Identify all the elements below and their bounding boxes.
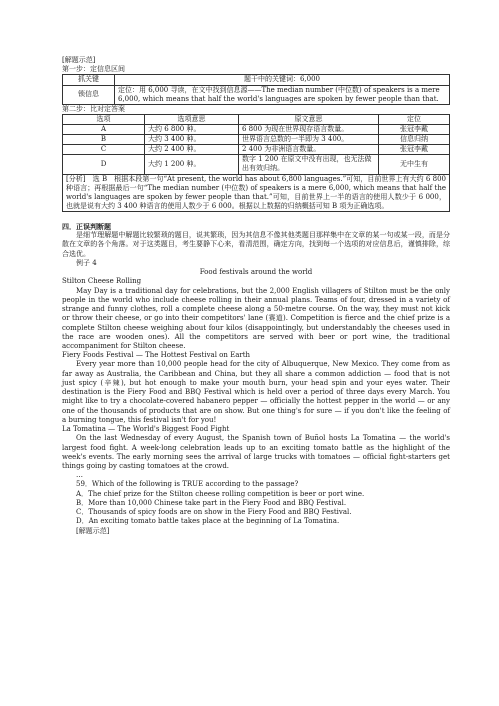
keyword-cell-value: 题干中的关键词：6,000: [115, 75, 450, 85]
question-option-d: D．An exciting tomato battle takes place at the beginning of La Tomatina.: [76, 517, 340, 526]
step2-heading: 第二步：比对定答案: [62, 104, 125, 113]
options-header-meaning: 选项意思: [145, 114, 239, 124]
page: [62, 56, 450, 536]
option-original: 数字 1 200 在原文中没有出现，也无法做出有效归纳。: [239, 155, 379, 174]
section4-intro: 是细节理解题中解题比较繁琐的题目，说其繁琐，因为其信息不像其他类题目那样集中在文章的某一句或某一段，而是分散在文章的各个角落。对于这类题目，考生要静下心来，看清范围，确定方向，找到每一个选项的对应信息后，谨慎排除，综合选优。: [62, 231, 450, 258]
option-locate: 张冠李戴: [379, 145, 450, 155]
option-meaning: 大约 6 800 种。: [145, 125, 239, 135]
keyword-table: [62, 74, 450, 104]
passage-subtitle-stilton: Stilton Cheese Rolling: [62, 277, 142, 286]
example-label-top: [解题示范]: [62, 56, 96, 64]
option-meaning: 大约 3 400 种。: [145, 135, 239, 145]
options-header-original: 原文意思: [239, 114, 379, 124]
example-label-bottom: [解题示范]: [76, 526, 110, 535]
passage-title: Food festivals around the world: [199, 268, 313, 277]
option-locate: 无中生有: [379, 155, 450, 174]
question-option-b: B．More than 10,000 Chinese take part in the Fiery Food and BBQ Festival.: [76, 498, 347, 507]
passage-subtitle-tomatina: La Tomatina — The World's Biggest Food Fight: [62, 425, 230, 434]
locate-cell-label: 锁信息: [63, 85, 115, 104]
options-header-option: 选项: [63, 114, 145, 124]
option-original: 6 800 为现在世界现存语言数量。: [239, 125, 379, 135]
options-row-b: [63, 135, 450, 145]
options-row-a: [63, 125, 450, 135]
options-row-c: [63, 145, 450, 155]
analysis-cell: [分析] 选 B 根据本段第一句“At present, the world has about 6,800 languages.”可知，目前世界上有大约 6 800 种语言；再根据最后一句“The median number (中位数) of speakers is a mere 6,000, which means that half the world's languages are spoken by fewer people than that.”可知，目前世界上一半的语言的使用人数少于 6 000，也就是说有大约 3 400 种语言的使用人数少于 6 000。根据以上数据的归纳概括可知 B 项为正确选项。: [63, 174, 450, 211]
section4-heading: 四．正误判断题: [62, 221, 111, 231]
option-letter: C: [63, 145, 145, 155]
passage-ellipsis: …: [76, 471, 83, 480]
option-letter: B: [63, 135, 145, 145]
option-letter: D: [63, 155, 145, 174]
option-letter: A: [63, 125, 145, 135]
option-meaning: 大约 2 400 种。: [145, 145, 239, 155]
option-locate: 信息归纳: [379, 135, 450, 145]
question-option-c: C．Thousands of spicy foods are on show in the Fiery Food and BBQ Festival.: [76, 508, 352, 517]
step1-heading: 第一步：定信息区间: [62, 65, 125, 74]
options-row-d: [63, 155, 450, 174]
question-stem: 59．Which of the following is TRUE according to the passage?: [76, 480, 299, 489]
passage-paragraph-2: Every year more than 10,000 people head for the city of Albuquerque, New Mexico. They come from as far away as Australia, the Caribbean and China, but they all share a common addiction — food that is not just spicy (辛辣), but hot enough to make your mouth burn, your head spin and your eyes water. Their destination is the Fiery Food and BBQ Festival which is held over a period of three days every March. You might like to try a chocolate-covered habanero pepper — officially the hottest pepper in the world — or any one of the thousands of products that are on show. But one thing's for sure — if you don't like the feeling of a burning tongue, this festival isn't for you!: [62, 360, 450, 424]
option-locate: 张冠李戴: [379, 125, 450, 135]
option-meaning: 大约 1 200 种。: [145, 155, 239, 174]
passage-paragraph-3: On the last Wednesday of every August, the Spanish town of Buñol hosts La Tomatina — the world's largest food fight. A week-long celebration leads up to an exciting tomato battle as the highlight of the week's events. The early morning sees the arrival of large trucks with tomatoes — official fight-starters get things going by casting tomatoes at the crowd.: [62, 434, 450, 471]
options-header-locate: 定位: [379, 114, 450, 124]
options-table: [62, 114, 450, 212]
locate-cell-text: 定位：用 6,000 寻读，在文中找到信息源——The median number (中位数) of speakers is a mere 6,000, which means that half the world's languages are spoken by fewer people than that.: [115, 85, 450, 104]
passage-paragraph-1: May Day is a traditional day for celebrations, but the 2,000 English villagers of Stilton must be the only people in the world who include cheese rolling in their annual plans. Teams of four, dressed in a variety of strange and funny clothes, roll a complete cheese along a 50-metre course. On the way, they must not kick or throw their cheese, or go into their competitors' lane (赛道). Competition is fierce and the chief prize is a complete Stilton cheese weighing about four kilos (disappointingly, but understandably the cheeses used in the race are wooden ones). All the competitors are served with beer or port wine, the traditional accompaniment for Stilton cheese.: [62, 286, 450, 350]
keyword-cell-label: 抓关键: [63, 75, 115, 85]
option-original: 2 400 为非洲语言数量。: [239, 145, 379, 155]
question-option-a: A．The chief prize for the Stilton cheese rolling competition is beer or port wine.: [76, 489, 365, 498]
example-4-label: 例子 4: [76, 258, 97, 267]
passage-subtitle-fiery: Fiery Foods Festival — The Hottest Festival on Earth: [62, 351, 251, 360]
option-original: 世界语言总数的一半即为 3 400。: [239, 135, 379, 145]
